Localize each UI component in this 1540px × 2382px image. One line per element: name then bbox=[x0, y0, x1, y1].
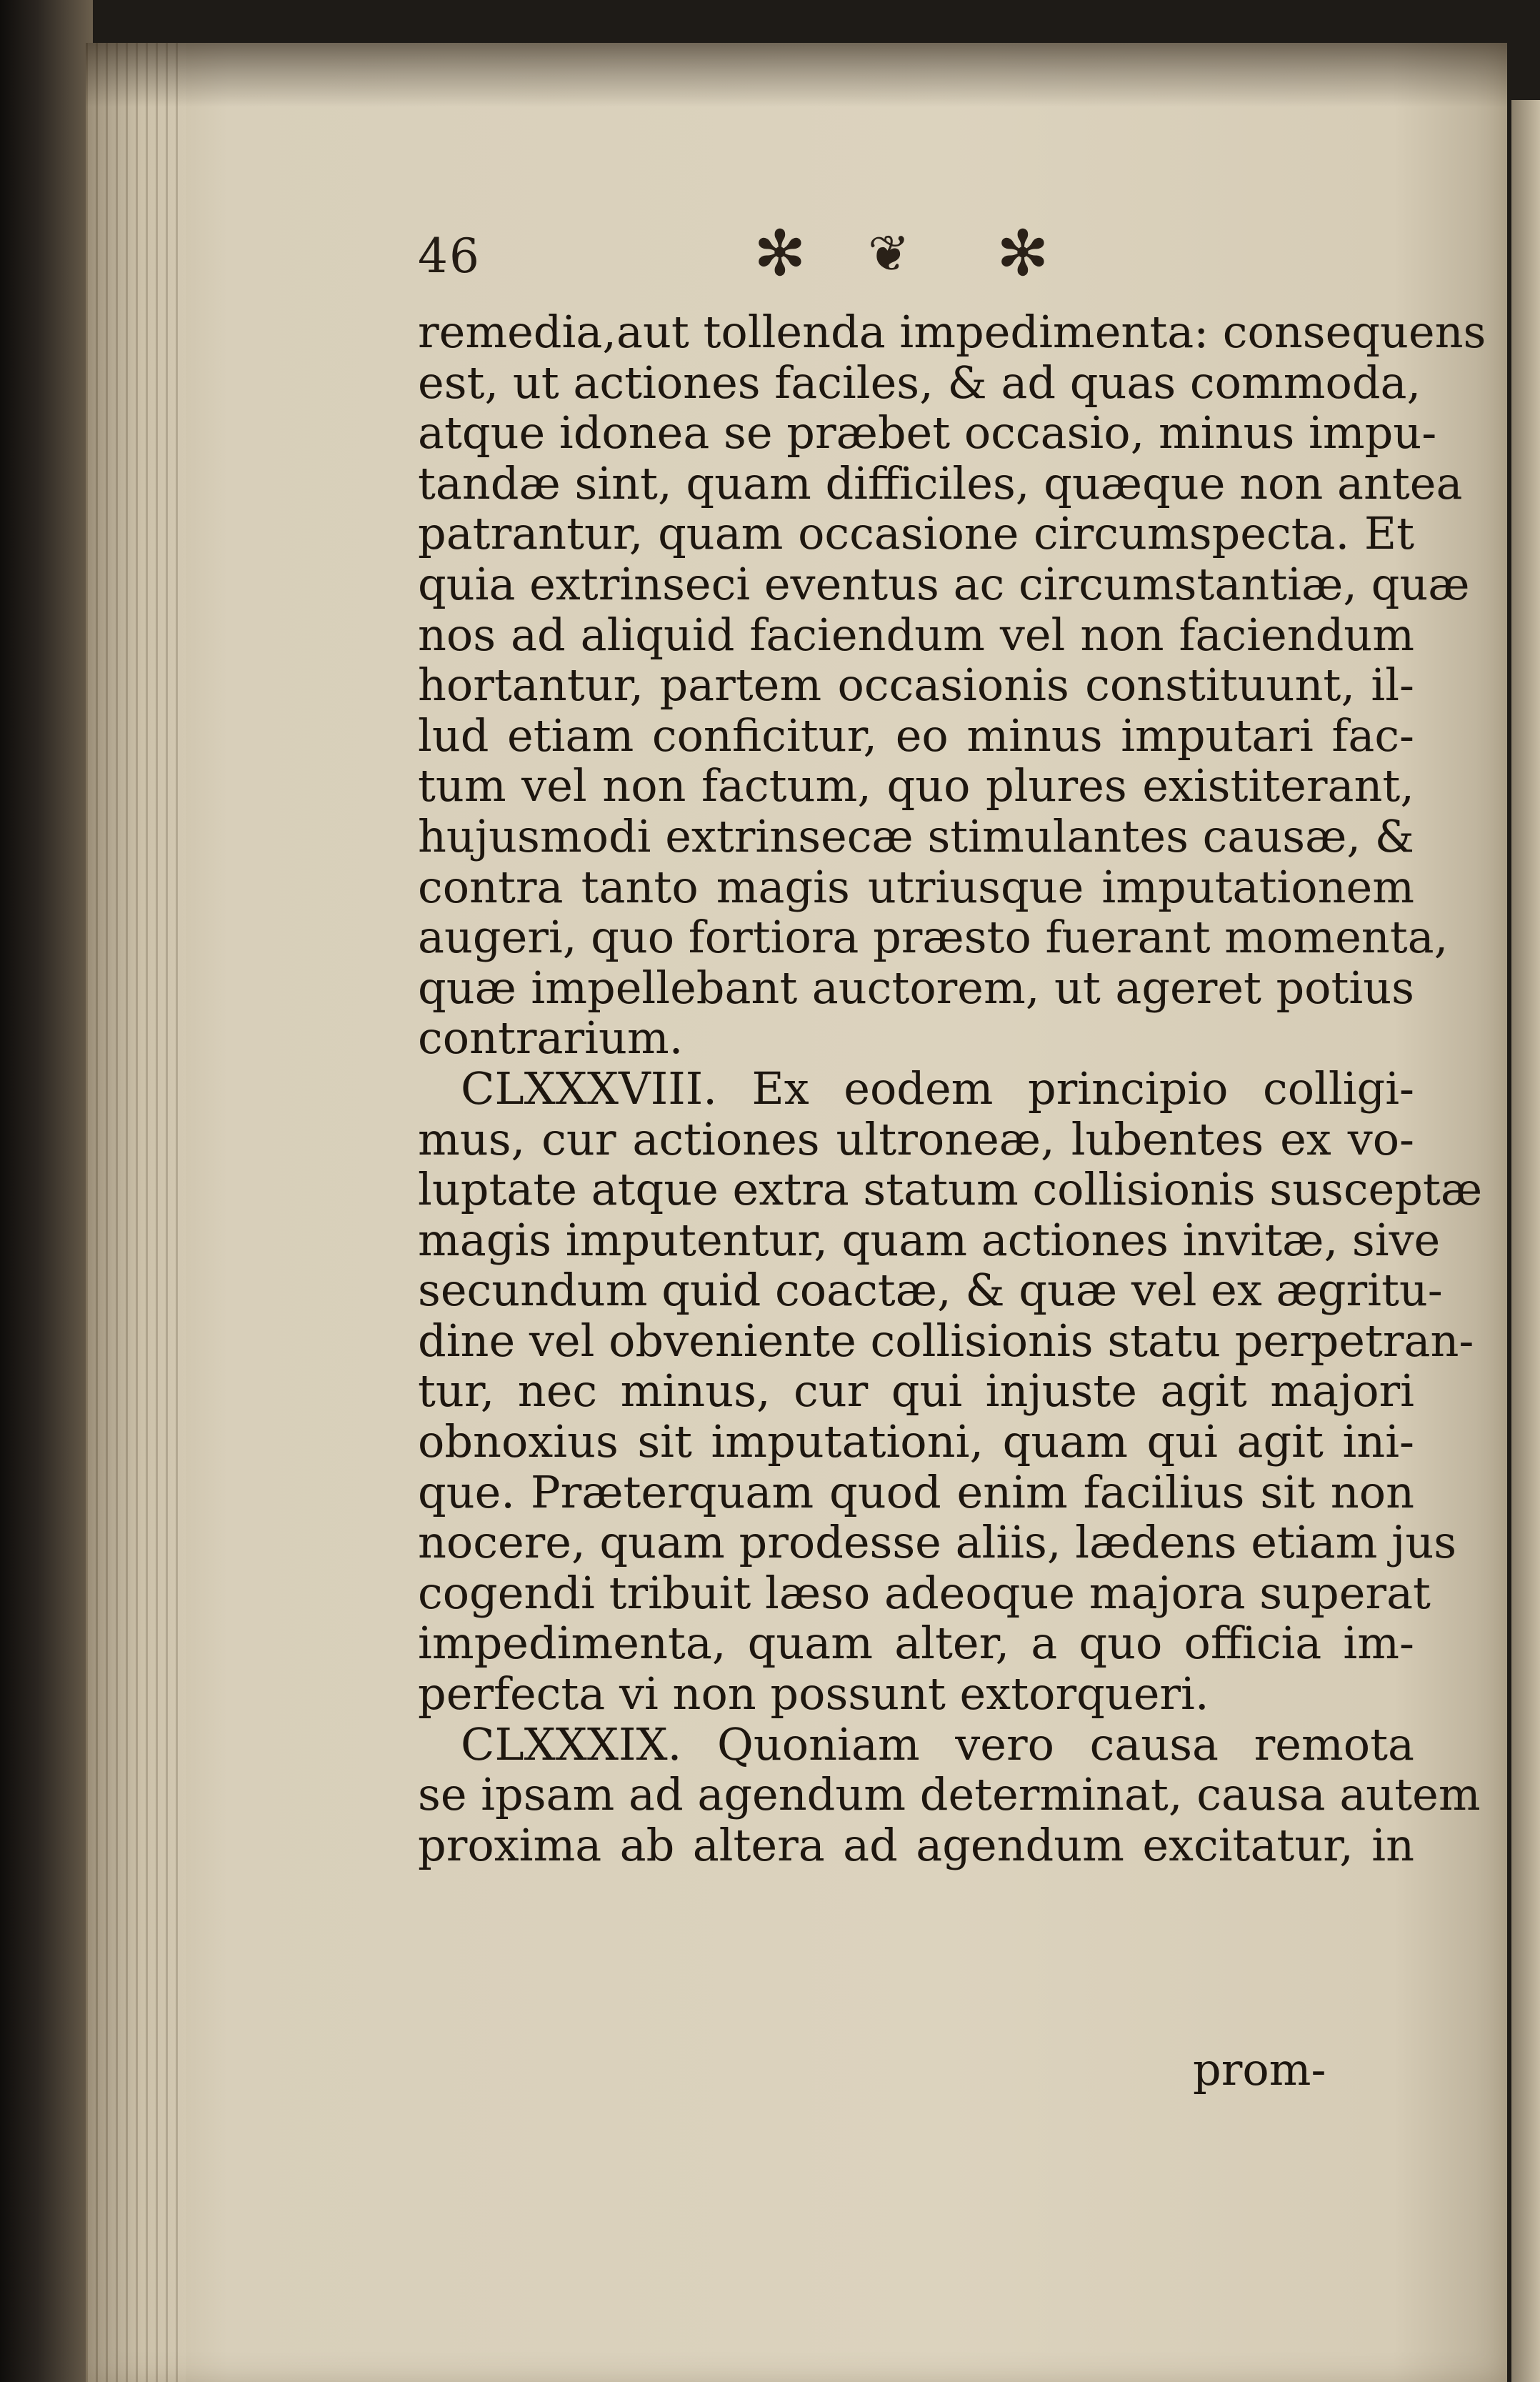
text-line: quia extrinseci eventus ac circumstantiæ, quæ bbox=[418, 557, 1470, 610]
text-line: proxima ab altera ad agendum excitatur, in bbox=[418, 1818, 1414, 1871]
book-cover-edge bbox=[0, 0, 93, 2382]
text-line: est, ut actiones faciles, & ad quas commoda, bbox=[418, 356, 1421, 409]
text-line: remedia,aut tollenda impedimenta: consequens bbox=[418, 306, 1486, 358]
text-line: augeri, quo fortiora præsto fuerant momenta, bbox=[418, 911, 1449, 964]
page-header bbox=[418, 214, 1418, 293]
text-line: tur, nec minus, cur qui injuste agit majori bbox=[418, 1365, 1414, 1417]
text-line: nos ad aliquid faciendum vel non faciendum bbox=[418, 608, 1414, 661]
text-line: impedimenta, quam alter, a quo officia im- bbox=[418, 1617, 1414, 1670]
ornament-cherub: ❦ bbox=[868, 224, 910, 283]
text-line: perfecta vi non possunt extorqueri. bbox=[418, 1668, 1209, 1720]
text-line: cogendi tribuit læso adeoque majora superat bbox=[418, 1566, 1431, 1619]
text-line: tum vel non factum, quo plures existiterant, bbox=[418, 759, 1414, 812]
section-heading-line: CLXXXIX. Quoniam vero causa remota bbox=[461, 1718, 1414, 1770]
text-line: se ipsam ad agendum determinat, causa autem bbox=[418, 1768, 1481, 1821]
text-line: magis imputentur, quam actiones invitæ, sive bbox=[418, 1213, 1441, 1266]
text-line: obnoxius sit imputationi, quam qui agit ini- bbox=[418, 1415, 1414, 1468]
text-line: contra tanto magis utriusque imputationem bbox=[418, 860, 1414, 913]
text-line: mus, cur actiones ultroneæ, lubentes ex vo- bbox=[418, 1112, 1414, 1165]
ornament-star-left: ✻ bbox=[754, 216, 806, 290]
page-number: 46 bbox=[418, 229, 481, 284]
text-line: lud etiam conficitur, eo minus imputari fac- bbox=[418, 709, 1414, 762]
catchword: prom- bbox=[1193, 2043, 1326, 2096]
text-line: atque idonea se præbet occasio, minus impu- bbox=[418, 407, 1437, 459]
text-line: hortantur, partem occasionis constituunt, il- bbox=[418, 659, 1414, 712]
ornament-star-right: ✻ bbox=[996, 216, 1049, 290]
text-line: contrarium. bbox=[418, 1012, 684, 1065]
text-line: que. Præterquam quod enim facilius sit non bbox=[418, 1465, 1414, 1518]
facing-page-edge bbox=[1511, 100, 1540, 2382]
section-heading-line: CLXXXVIII. Ex eodem principio colligi- bbox=[461, 1062, 1414, 1115]
body-text bbox=[418, 306, 1486, 1871]
text-line: quæ impellebant auctorem, ut ageret potius bbox=[418, 961, 1414, 1014]
page-top-shadow bbox=[86, 43, 1507, 107]
text-line: secundum quid coactæ, & quæ vel ex ægritu- bbox=[418, 1264, 1443, 1317]
text-line: tandæ sint, quam difficiles, quæque non antea bbox=[418, 457, 1463, 509]
page-stack-edges bbox=[86, 43, 186, 2382]
text-line: dine vel obveniente collisionis statu perpetran- bbox=[418, 1314, 1474, 1367]
text-line: patrantur, quam occasione circumspecta. Et bbox=[418, 507, 1414, 560]
text-line: nocere, quam prodesse aliis, lædens etiam jus bbox=[418, 1516, 1457, 1569]
text-line: luptate atque extra statum collisionis susceptæ bbox=[418, 1163, 1483, 1216]
text-line: hujusmodi extrinsecæ stimulantes causæ, & bbox=[418, 809, 1414, 862]
